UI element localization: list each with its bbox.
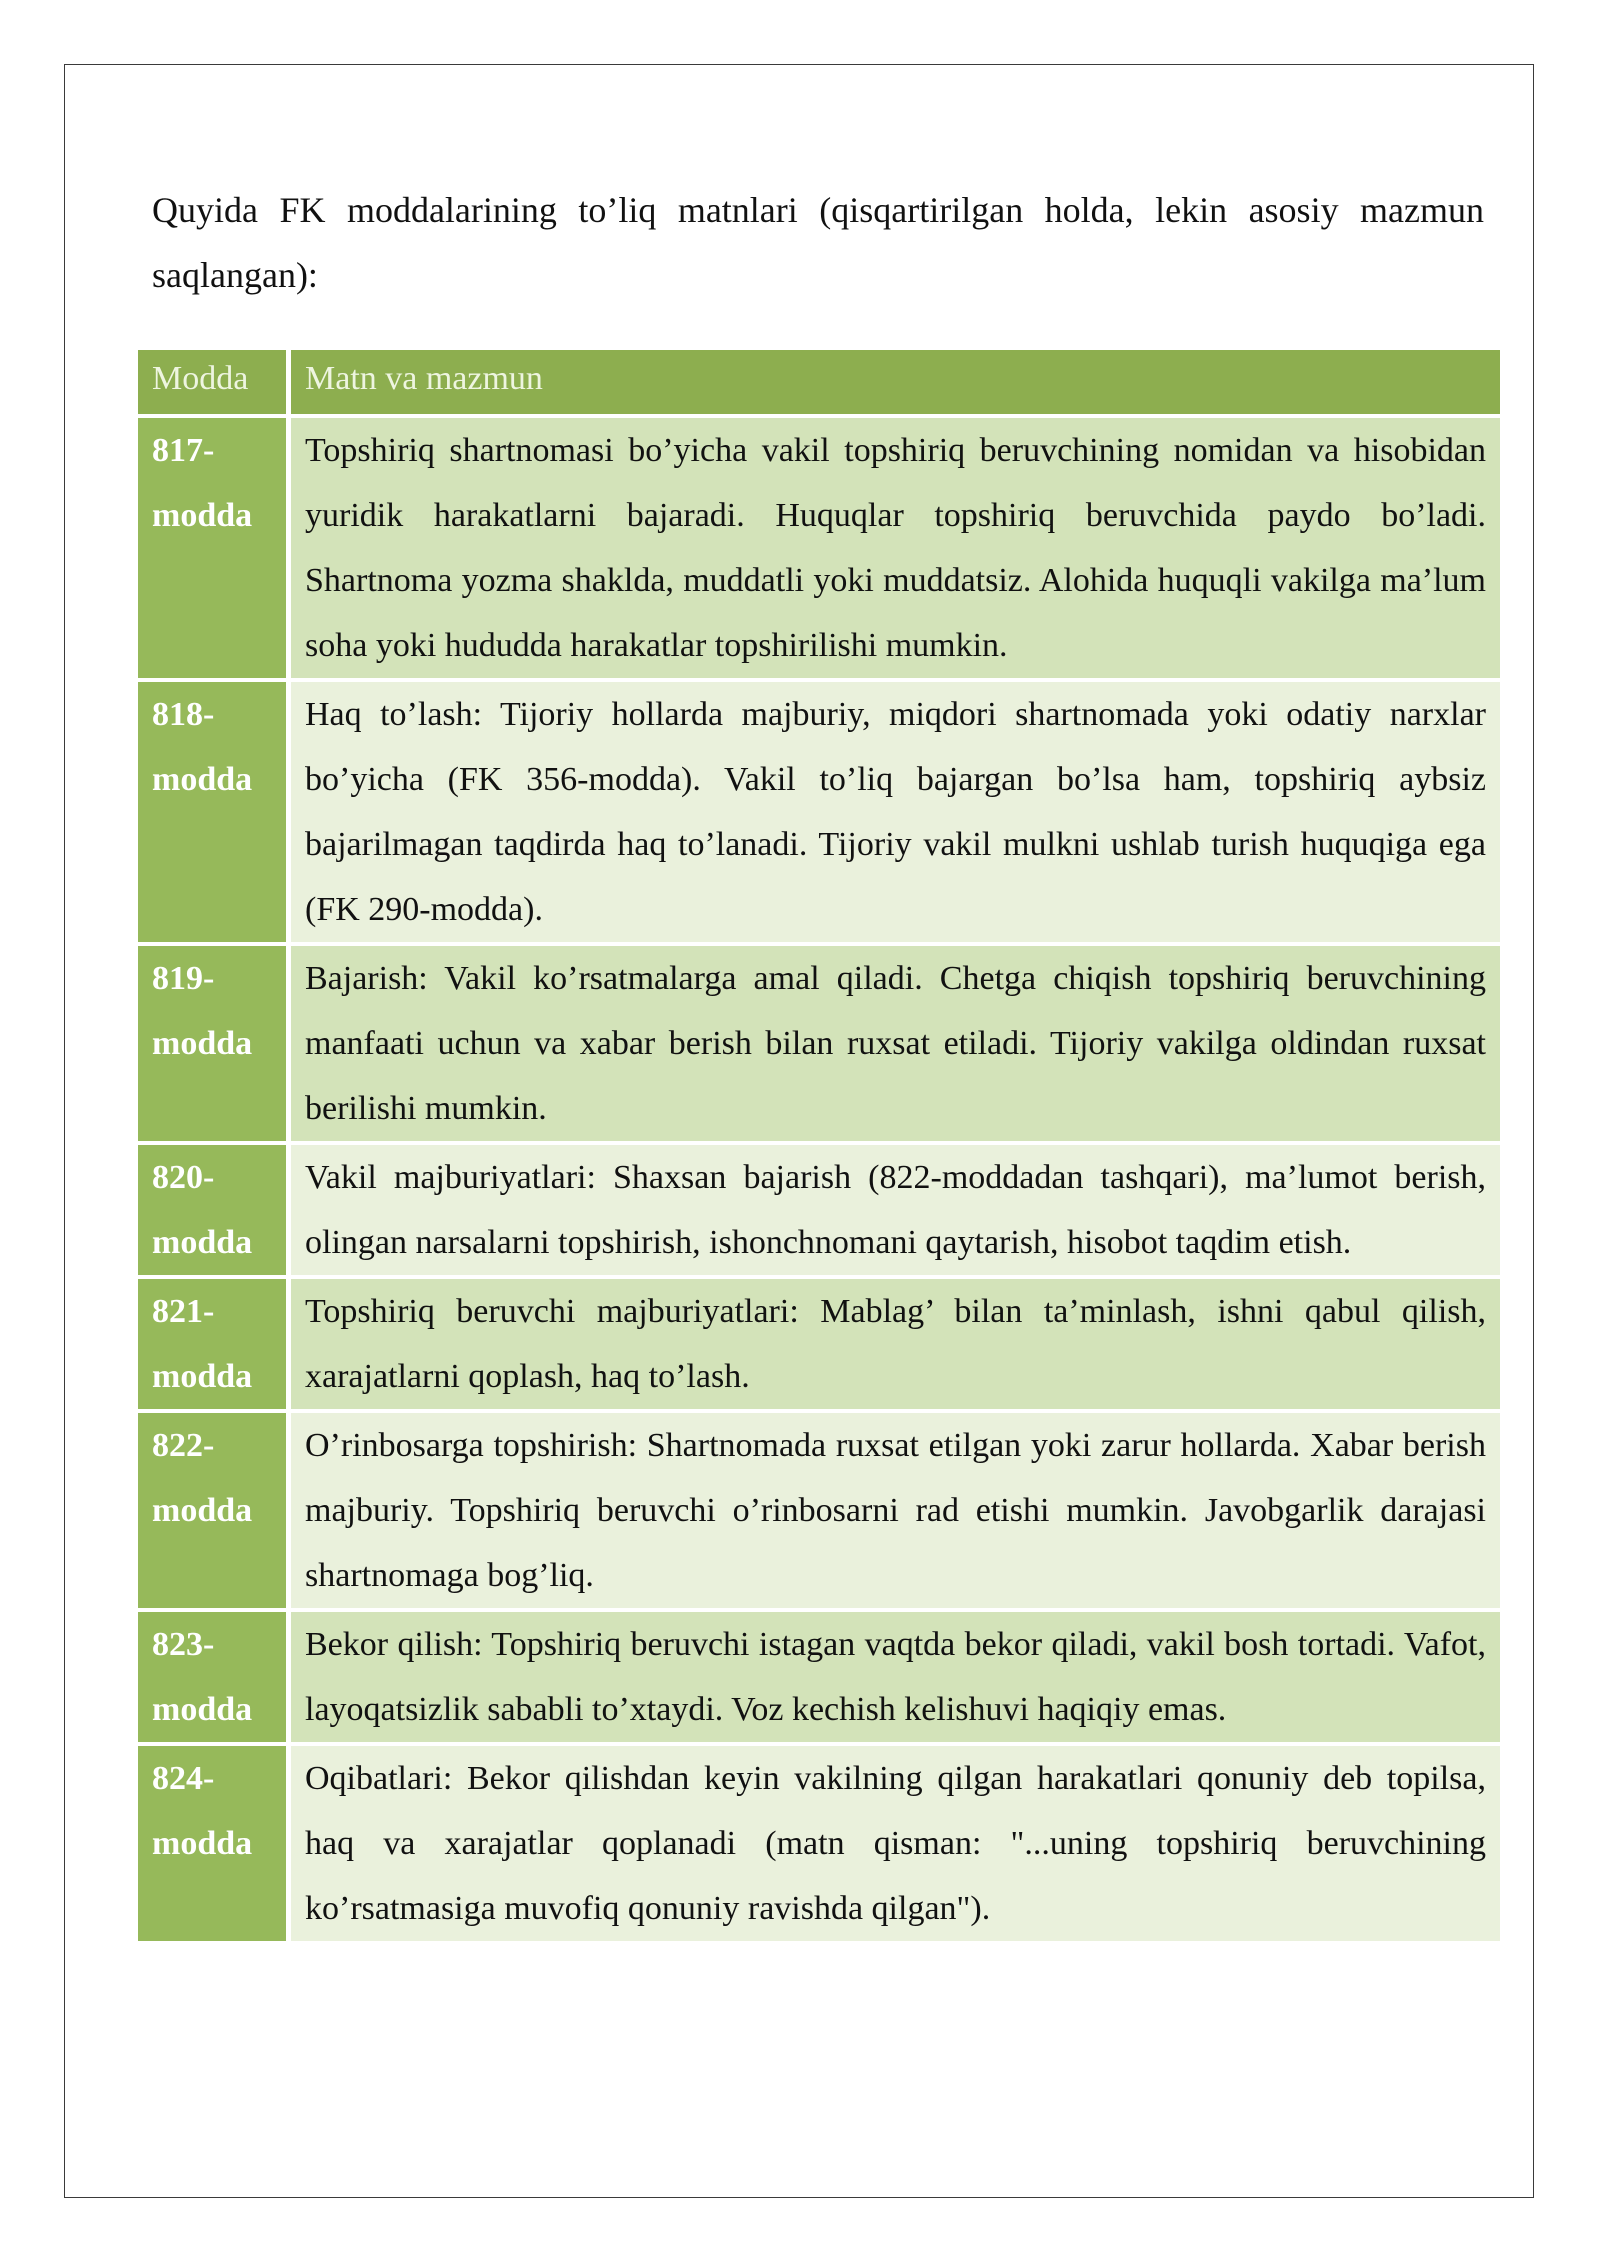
article-text: Bekor qilish: Topshiriq beruvchi istagan vaqtda bekor qiladi, vakil bosh tortadi. Vafot, layoqatsizlik sababli to’xtaydi. Voz kechish kelishuvi haqiqiy emas. [286,1612,1500,1742]
article-number: 821-modda [138,1279,286,1409]
table-row [138,418,1500,678]
table-row [138,1612,1500,1742]
article-text: Vakil majburiyatlari: Shaxsan bajarish (822-moddadan tashqari), ma’lumot berish, olingan narsalarni topshirish, ishonchnomani qaytarish, hisobot taqdim etish. [286,1145,1500,1275]
article-text: Topshiriq shartnomasi bo’yicha vakil topshiriq beruvchining nomidan va hisobidan yuridik harakatlarni bajaradi. Huquqlar topshiriq beruvchida paydo bo’ladi. Shartnoma yozma shaklda, muddatli yoki muddatsiz. Alohida huquqli vakilga ma’lum soha yoki hududda harakatlar topshirilishi mumkin. [286,418,1500,678]
article-text: O’rinbosarga topshirish: Shartnomada ruxsat etilgan yoki zarur hollarda. Xabar berish majburiy. Topshiriq beruvchi o’rinbosarni rad etishi mumkin. Javobgarlik darajasi shartnomaga bog’liq. [286,1413,1500,1608]
header-article: Modda [138,350,286,414]
table-row [138,682,1500,942]
table-row [138,946,1500,1141]
article-text: Oqibatlari: Bekor qilishdan keyin vakilning qilgan harakatlari qonuniy deb topilsa, haq va xarajatlar qoplanadi (matn qisman: "...uning topshiriq beruvchining ko’rsatmasiga muvofiq qonuniy ravishda qilgan"). [286,1746,1500,1941]
article-number: 822-modda [138,1413,286,1608]
header-text: Matn va mazmun [286,350,1500,414]
article-number: 820-modda [138,1145,286,1275]
table-row [138,1746,1500,1941]
articles-table [138,346,1500,1945]
article-number: 819-modda [138,946,286,1141]
table-row [138,1145,1500,1275]
table-row [138,1279,1500,1409]
article-text: Topshiriq beruvchi majburiyatlari: Mablag’ bilan ta’minlash, ishni qabul qilish, xarajatlarni qoplash, haq to’lash. [286,1279,1500,1409]
article-text: Haq to’lash: Tijoriy hollarda majburiy, miqdori shartnomada yoki odatiy narxlar bo’yicha (FK 356-modda). Vakil to’liq bajargan bo’lsa ham, topshiriq aybsiz bajarilmagan taqdirda haq to’lanadi. Tijoriy vakil mulkni ushlab turish huquqiga ega (FK 290-modda). [286,682,1500,942]
table-row [138,1413,1500,1608]
article-number: 817-modda [138,418,286,678]
article-text: Bajarish: Vakil ko’rsatmalarga amal qiladi. Chetga chiqish topshiriq beruvchining manfaati uchun va xabar berish bilan ruxsat etiladi. Tijoriy vakilga oldindan ruxsat berilishi mumkin. [286,946,1500,1141]
article-number: 824-modda [138,1746,286,1941]
article-number: 818-modda [138,682,286,942]
article-number: 823-modda [138,1612,286,1742]
table-header-row [138,350,1500,414]
intro-paragraph: Quyida FK moddalarining to’liq matnlari (qisqartirilgan holda, lekin asosiy mazmun saqlangan): [152,190,1484,295]
